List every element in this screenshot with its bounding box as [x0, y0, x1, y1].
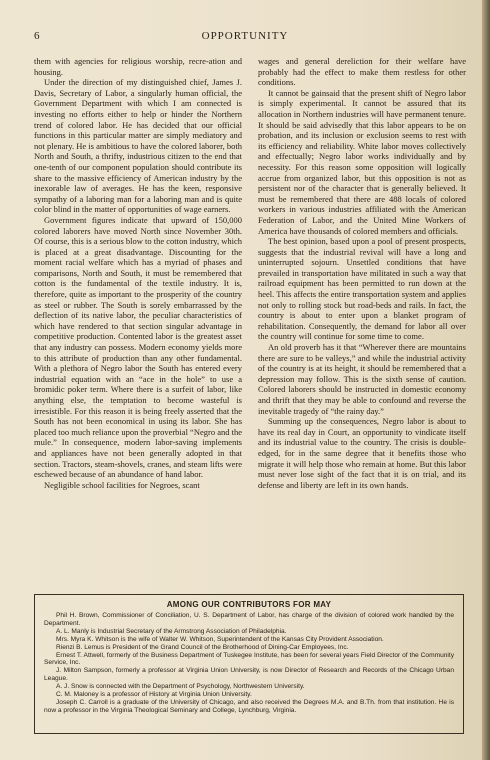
- contributors-list: [44, 612, 454, 715]
- page-header: [34, 30, 456, 44]
- paragraph: It cannot be gainsaid that the present shift of Negro labor is simply experimental. It cannot be assured that its allocation in Northern industries will have permanent tenure. It should be said advisedly that this labor appears to be on probation, and its inclusion or exclusion seems to rest with its efficiency and reliability. White labor moves collectively and effectually; Negro labor works individually and by necessity. For this reason some opposition will logically accrue from organized labor, but this opposition is not as persistent nor of the character that is generally believed. It must be remembered that there are 488 locals of colored workers in various industries affiliated with the American Federation of Labor, and the United Mine Workers of America have thousands of colored members and officials.: [258, 87, 466, 236]
- page-binding-edge: [482, 0, 490, 760]
- page-number: 6: [34, 30, 40, 42]
- contributor-entry: A. J. Snow is connected with the Department of Psychology, Northwestern University.: [56, 683, 305, 691]
- paragraph: them with agencies for religious worship, recre-ation and housing.: [34, 56, 242, 77]
- paragraph: The best opinion, based upon a pool of present prospects, suggests that the industrial revival will have a long and uninterrupted sojourn. Unsettled conditions that have prevailed in transportation have militated in such a way that railroad equipment has been permitted to run down at the heel. This affects the entire transportation system and applies not only to rolling stock but road-beds and rails. In fact, the country is about to enter upon a blanket program of rehabilitation. Consequently, the demand for labor all over the country will continue for some time to come.: [258, 236, 466, 342]
- contributors-title: AMONG OUR CONTRIBUTORS FOR MAY: [166, 600, 332, 609]
- paragraph: Summing up the consequences, Negro labor is about to have its real day in Court, an opportunity to vindicate itself and its industrial value to the country. The crisis is double-edged, for in the same degree that it benefits those who migrate it will help those who remain at home. But this labor must never lose sight of the fact that it is on trial, and its defense and liberty are left in its own hands.: [258, 416, 466, 490]
- paragraph: wages and general dereliction for their welfare have probably had the effect to make them restless for other conditions.: [258, 56, 466, 88]
- contributors-box: [34, 594, 464, 734]
- contributor-entry: Ernest T. Attwell, formerly of the Business Department of Tuskegee Institute, has been for several years Field Director of the Community Service, Inc.: [44, 651, 454, 667]
- article-columns: [34, 56, 466, 590]
- contributor-entry: J. Milton Sampson, formerly a professor at Virginia Union University, is now Director of Research and Records of the Chicago Urban League.: [44, 667, 454, 683]
- contributor-entry: C. M. Maloney is a professor of History at Virginia Union University.: [56, 691, 252, 699]
- paragraph: Negligible school facilities for Negroes, scant: [44, 479, 200, 490]
- running-title: OPPORTUNITY: [201, 30, 289, 42]
- contributor-entry: Rienzi B. Lemus is President of the Grand Council of the Brotherhood of Dining-Car Employees, Inc.: [56, 643, 349, 651]
- paragraph: An old proverb has it that “Wherever there are mountains there are sure to be valleys,” and while the industrial activity of the country is at its height, it should be remembered that a depression may follow. This is the sixth sense of caution. Colored laborers should be instructed in domestic economy and thrift that they may be able to confound and reverse the inevitable tragedy of “the rainy day.”: [258, 342, 466, 416]
- contributor-entry: A. L. Manly is Industrial Secretary of the Armstrong Association of Philadelphia.: [56, 627, 287, 635]
- contributor-entry: Joseph C. Carroll is a graduate of the University of Chicago, and also received the Degrees M.A. and B.Th. from that institution. He is now a professor in the Virginia Theological Seminary and College, Lynchburg, Virginia.: [44, 698, 454, 714]
- right-column: [258, 56, 466, 590]
- left-column: [34, 56, 242, 590]
- paragraph: Government figures indicate that upward of 150,000 colored laborers have moved North since November 30th. Of course, this is a serious blow to the cotton industry, which is placed at a great disadvantage. Discounting for the moment racial welfare which has a myriad of phases and comparisons, North and South, it must be remembered that cotton is the fundamental of the textile industry. It is, therefore, quite as important to the prosperity of the country as steel or rubber. The South is sorely embarrassed by the deflection of its native labor, the peculiar characteristics of which have rendered to that section singular advantage in competitive production. Contented labor is the greatest asset that any industry can possess. Modern economy yields more to this attribute of production than any other fundamental. With a plethora of Negro labor the South has entered every industrial equation with an “ace in the hole” to use a bromidic poker term. Where there is a surfeit of labor, like anything else, the temptation to become wasteful is irresistible. For this reason it is being freely asserted that the South has not been economical in using its labor. She has placed too much reliance upon the proverbial “Negro and the mule.” In consequence, modern labor-saving implements and appliances have not been generally adopted in that section. Tractors, steam-shovels, cranes, and steam lifts were eschewed because of an abundance of hand labor.: [34, 214, 242, 480]
- contributor-entry: Mrs. Myra K. Whitson is the wife of Walter W. Whitson, Superintendent of the Kansas City Provident Association.: [56, 635, 384, 643]
- paragraph: Under the direction of my distinguished chief, James J. Davis, Secretary of Labor, a singularly human official, the Government Department with which I am connected is investing no efforts either to help or hinder the Northern trend of colored labor. He has decided that our official functions in this particular matter are simply mediatory and not plenary. He is ambitious to have the colored laborer, both North and South, a thrifty, industrious citizen to the end that one-tenth of our component population should contribute its share to the massive efficiency of American industry by the inexorable law of averages. He has the keen, responsive sympathy of a laboring man for a laboring man and is quite color blind in the matter of opportunities of wage earners.: [34, 77, 242, 215]
- contributor-entry: Phil H. Brown, Commissioner of Conciliation, U. S. Department of Labor, has charge of the division of colored work handled by the Department.: [44, 612, 454, 627]
